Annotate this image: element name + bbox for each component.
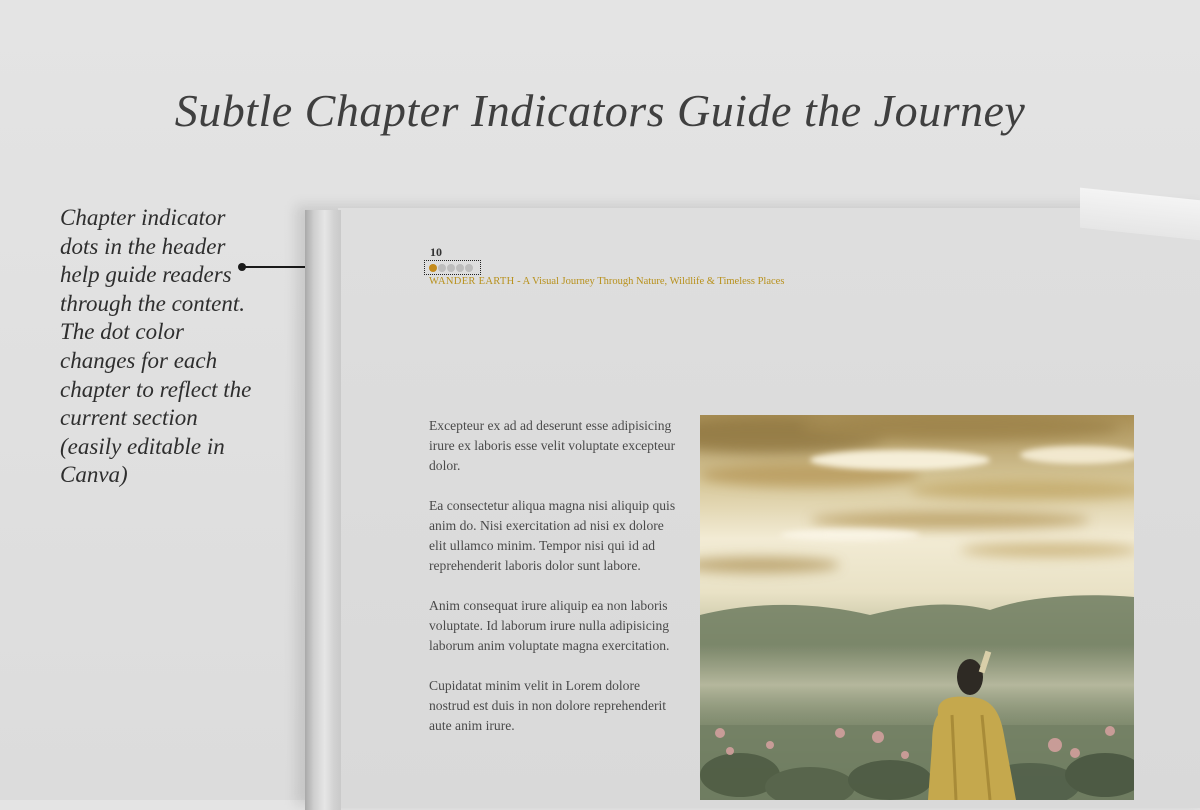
body-text (429, 416, 681, 756)
paragraph-3: Anim consequat irure aliquip ea non laboris voluptate. Id laborum irure nulla adipisicing laborum anim voluptate magna exercitation. (429, 598, 670, 653)
paragraph-1: Excepteur ex ad ad deserunt esse adipisicing irure ex laboris esse velit voluptate excepteur dolor. (429, 418, 676, 473)
paragraph-4: Cupidatat minim velit in Lorem dolore nostrud est duis in non dolore reprehenderit aute anim irure. (429, 678, 667, 733)
paragraph-2: Ea consectetur aliqua magna nisi aliquip quis anim do. Nisi exercitation ad nisi ex dolore elit ullamco minim. Tempor nisi qui id ad reprehenderit laboris dolor sunt labore. (429, 498, 676, 573)
running-header-brand: WANDER EARTH (429, 276, 515, 287)
landscape-photo (700, 415, 1134, 800)
running-header-subtitle: - A Visual Journey Through Nature, Wildlife & Timeless Places (514, 276, 785, 287)
callout-text: Chapter indicator dots in the header help guide readers through the content. The dot color changes for each chapter to reflect the current section (easily editable in Canva) (60, 205, 252, 488)
headline: Subtle Chapter Indicators Guide the Journey (174, 85, 1026, 136)
chapter-dot-4 (456, 264, 464, 272)
landscape-photo-art (700, 415, 1134, 800)
chapter-dot-1 (429, 264, 437, 272)
chapter-dot-3 (447, 264, 455, 272)
page-number: 10 (430, 245, 442, 259)
running-header (429, 276, 784, 287)
chapter-dot-2 (438, 264, 446, 272)
callout-leader-dot (238, 263, 246, 271)
book-spine (305, 210, 341, 810)
chapter-dot-5 (465, 264, 473, 272)
